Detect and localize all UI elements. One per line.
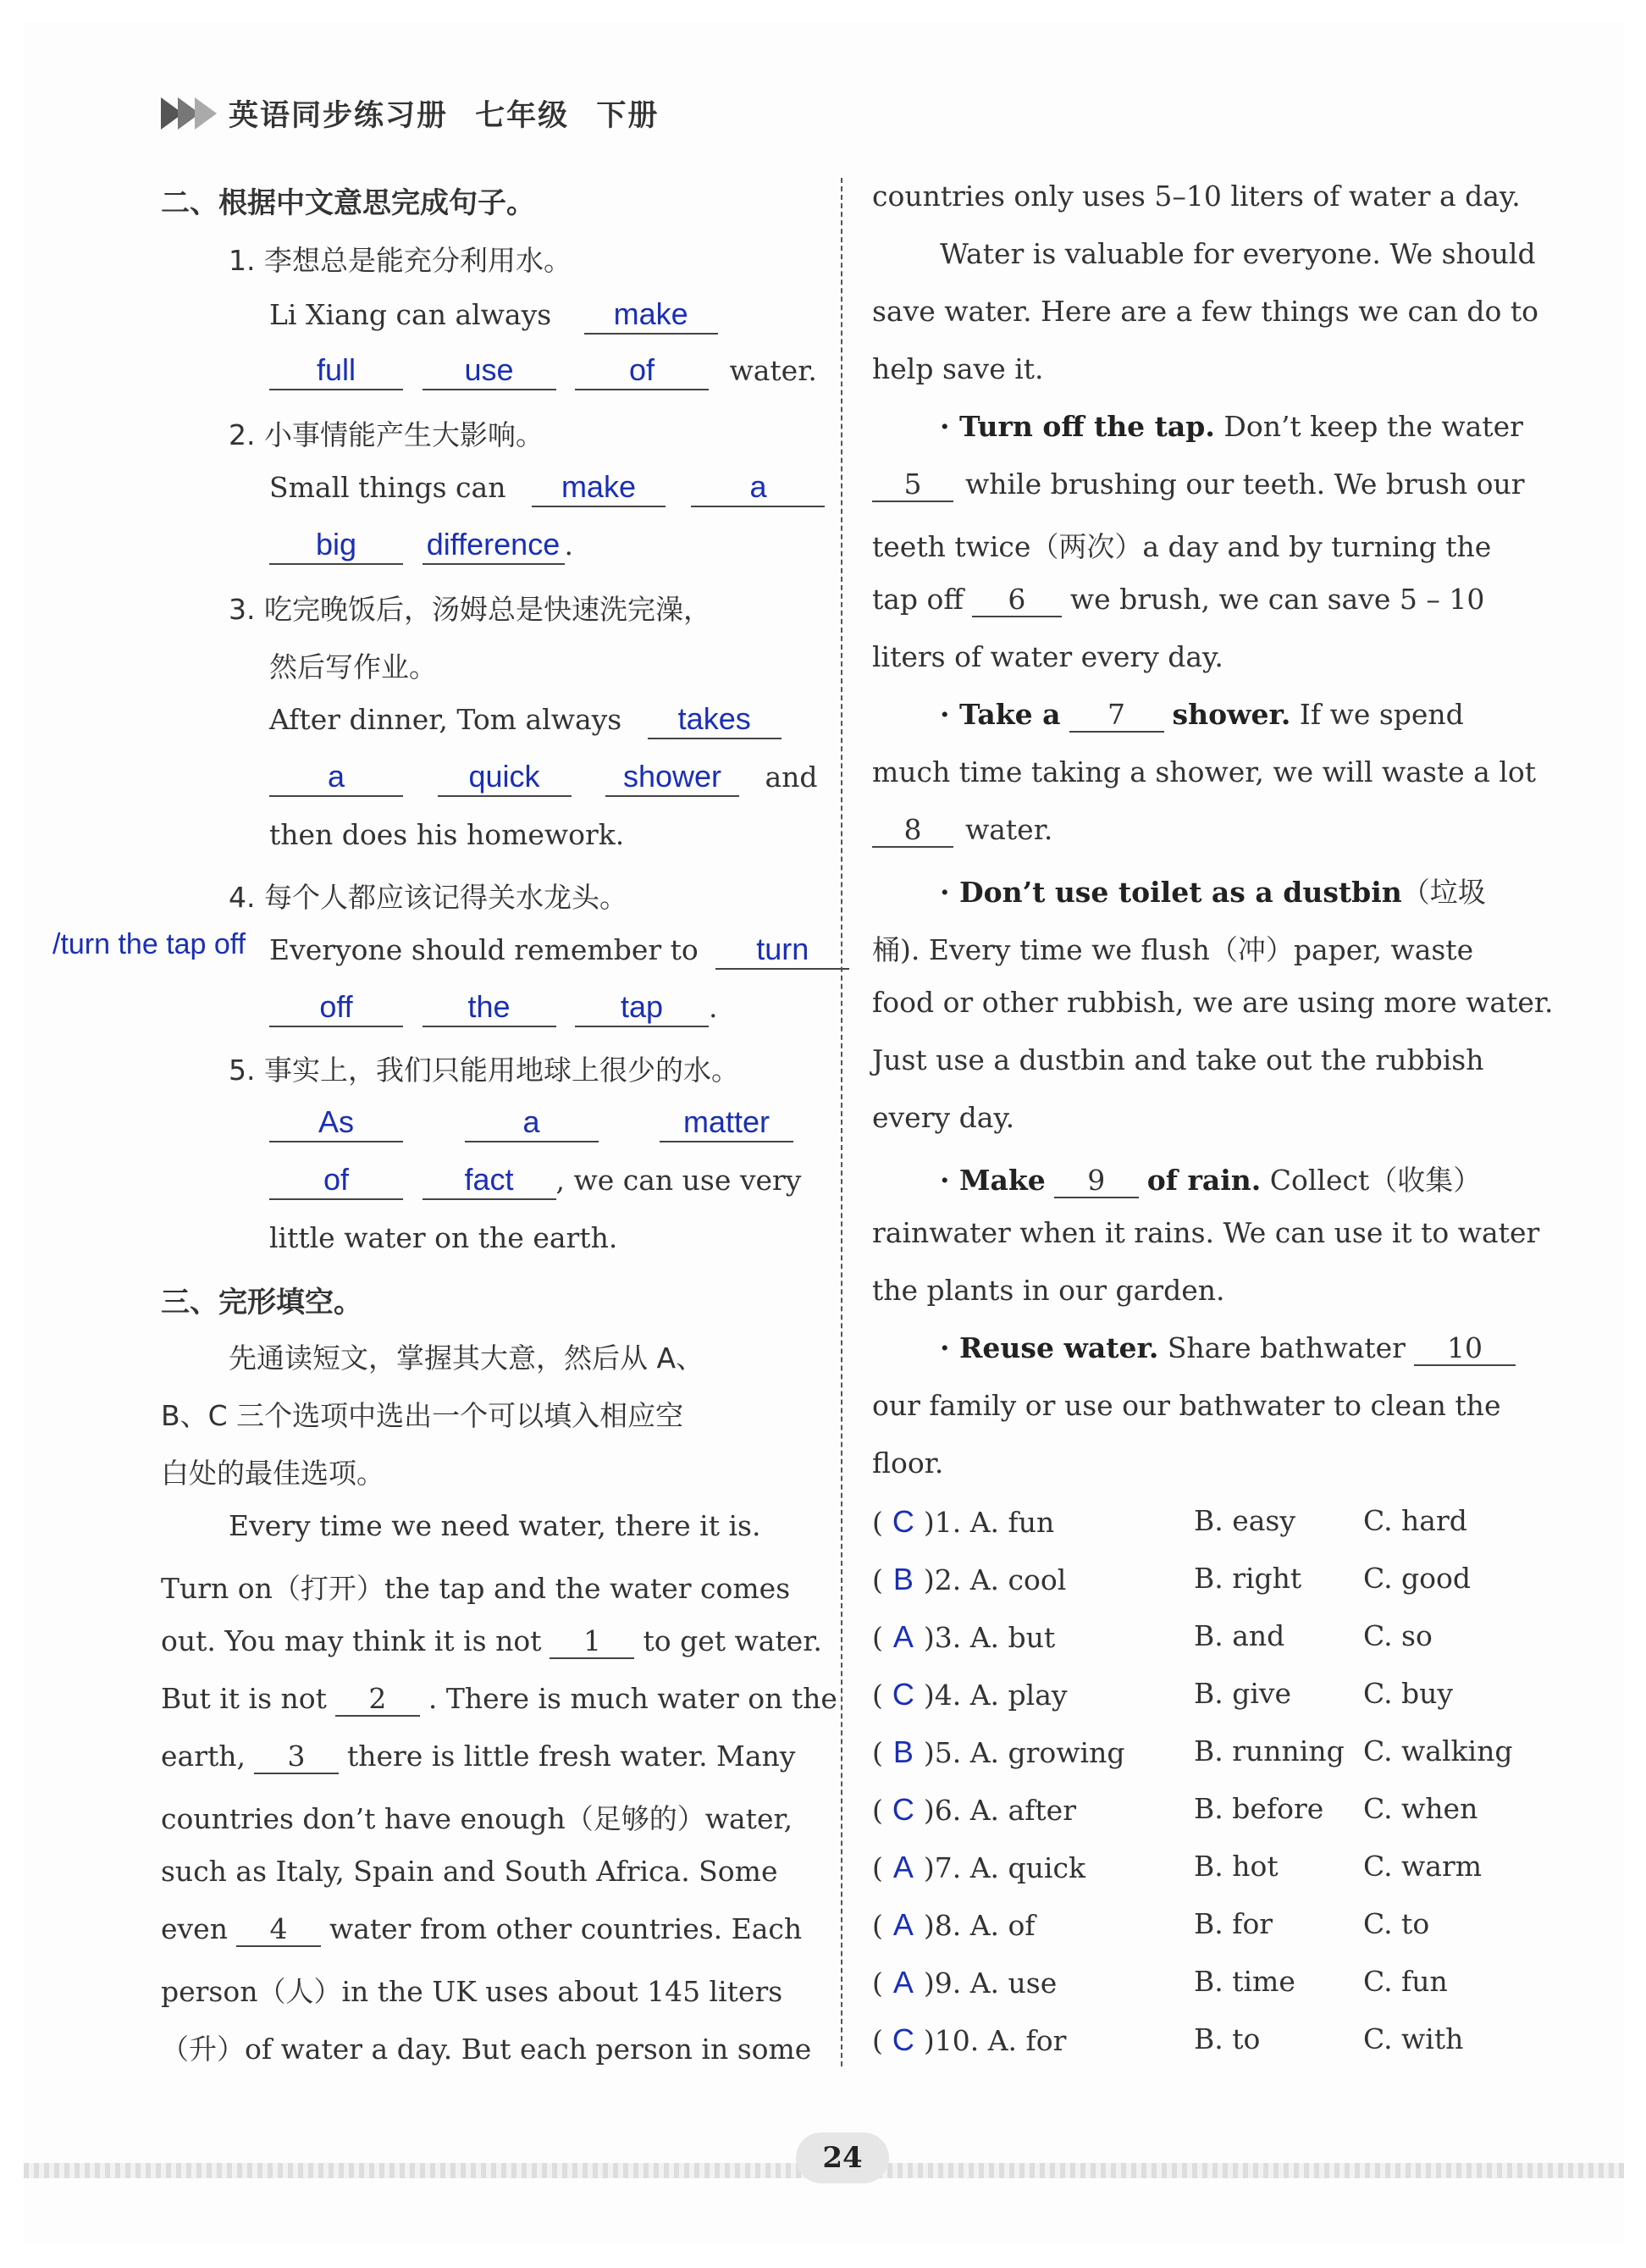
q5-answer2: a [522, 1104, 540, 1139]
passage-text: Don’t keep the water [1214, 410, 1523, 443]
passage-left-line [161, 1682, 837, 1717]
choice-option-a: )9. A. use [923, 1967, 1058, 2000]
choice-row [872, 1965, 1057, 2000]
choice-option-c: C. walking [1363, 1734, 1513, 1767]
passage-text: water. [965, 813, 1053, 846]
q5-blank4[interactable] [269, 1164, 403, 1200]
q5-answer3: matter [682, 1104, 771, 1139]
q5-post: , we can use very [555, 1164, 802, 1197]
choice-option-a: )6. A. after [923, 1794, 1076, 1827]
choice-answer[interactable]: B [892, 1734, 914, 1769]
q1-blank2[interactable] [269, 352, 403, 390]
q5-blank5[interactable] [423, 1164, 556, 1200]
choice-row [872, 1792, 1076, 1828]
tip-heading: · Turn off the tap. [940, 410, 1215, 443]
q4-pre: Everyone should remember to [269, 933, 699, 966]
passage-right-line: help save it. [872, 352, 1044, 385]
passage-right-line [872, 583, 1484, 617]
q3-pre: After dinner, Tom always [269, 703, 622, 736]
cloze-blank-8[interactable]: 8 [872, 813, 953, 848]
section2-title: 二、根据中文意思完成句子。 [161, 186, 535, 220]
q4-blank2[interactable] [269, 989, 403, 1027]
tip-heading: · Reuse water. [940, 1331, 1159, 1364]
q1-post: water. [729, 354, 817, 387]
q5-answer1: As [318, 1104, 354, 1139]
answer-paren: ( [872, 1736, 883, 1769]
choice-answer[interactable]: A [892, 1850, 914, 1884]
choice-row [872, 2022, 1066, 2058]
passage-left-line: Every time we need water, there it is. [229, 1509, 761, 1542]
passage-left-line: Turn on（打开）the tap and the water comes [161, 1572, 791, 1605]
passage-right-line: Just use a dustbin and take out the rubbish [872, 1043, 1484, 1076]
passage-right-line: floor. [872, 1447, 944, 1480]
q3-answer2: a [327, 759, 345, 794]
passage-text: out. You may think it is not [161, 1624, 542, 1657]
q1-line2 [269, 354, 817, 390]
q3-line1 [269, 703, 782, 739]
passage-right-line: 桶). Every time we flush（冲）paper, waste [872, 933, 1474, 966]
page-header [161, 88, 659, 139]
passage-text: while brushing our teeth. We brush our [965, 467, 1525, 501]
q5-blank3[interactable] [660, 1104, 793, 1142]
choice-answer[interactable]: A [892, 1965, 914, 2000]
choice-option-a: )4. A. play [923, 1679, 1068, 1712]
q2-blank2[interactable] [691, 469, 825, 507]
choice-option-c: C. with [1363, 2022, 1464, 2055]
passage-text: tap off [872, 583, 964, 616]
q3-blank1[interactable] [648, 701, 782, 739]
cloze-blank-6[interactable]: 6 [972, 583, 1062, 617]
choice-option-b: B. to [1194, 2022, 1261, 2055]
tip-heading: shower. [1172, 698, 1291, 731]
choice-option-c: C. buy [1363, 1677, 1454, 1710]
q1-answer1: make [613, 296, 688, 331]
choice-answer[interactable]: C [892, 1792, 914, 1827]
answer-paren: ( [872, 2024, 883, 2057]
passage-text: even [161, 1912, 228, 1945]
q1-blank1[interactable] [584, 296, 718, 335]
passage-right-line [940, 871, 1486, 910]
q2-line1 [269, 471, 825, 507]
passage-right-line: save water. Here are a few things we can do to [872, 295, 1538, 328]
cloze-blank-4[interactable]: 4 [236, 1912, 321, 1947]
section3-intro2: B、C 三个选项中选出一个可以填入相应空 [161, 1399, 684, 1432]
passage-text: If we spend [1290, 698, 1464, 731]
q2-blank3[interactable] [269, 529, 403, 565]
choice-option-b: B. time [1194, 1965, 1295, 1998]
choice-answer[interactable]: C [892, 1677, 914, 1712]
answer-paren: ( [872, 1967, 883, 2000]
passage-right-line: every day. [872, 1101, 1015, 1134]
answer-paren: ( [872, 1506, 883, 1539]
q3-blank2[interactable] [269, 761, 403, 797]
choice-row [872, 1619, 1055, 1655]
choice-option-b: B. hot [1194, 1850, 1279, 1883]
choice-answer[interactable]: C [892, 2022, 914, 2057]
answer-paren: ( [872, 1563, 883, 1596]
q5-blank1[interactable] [269, 1104, 403, 1142]
q4-post: . [709, 991, 718, 1024]
choice-option-b: B. before [1194, 1792, 1324, 1825]
cloze-blank-5[interactable]: 5 [872, 467, 953, 502]
passage-text: Collect（收集） [1261, 1164, 1482, 1197]
cloze-blank-10[interactable]: 10 [1414, 1331, 1516, 1366]
q4-answer4: tap [620, 989, 664, 1024]
choice-option-b: B. running [1194, 1734, 1345, 1767]
passage-text: Share bathwater [1158, 1331, 1406, 1364]
q2-answer2: a [749, 469, 767, 504]
q1-blank4[interactable] [575, 352, 709, 390]
q3-blank4[interactable] [605, 761, 739, 797]
choice-option-b: B. right [1194, 1562, 1302, 1595]
passage-text: to get water. [643, 1624, 822, 1657]
choice-option-b: B. give [1194, 1677, 1292, 1710]
passage-text: we brush, we can save 5 – 10 [1069, 583, 1485, 616]
choice-option-b: B. easy [1194, 1504, 1296, 1537]
choice-row [872, 1907, 1036, 1943]
cloze-blank-7[interactable]: 7 [1069, 698, 1164, 733]
q1-answer3: use [464, 352, 514, 387]
q5-end: little water on the earth. [269, 1221, 618, 1254]
q4-answer2: off [319, 989, 353, 1024]
q1-pre: Li Xiang can always [269, 298, 552, 331]
passage-text: there is little fresh water. Many [346, 1740, 796, 1773]
q1-answer2: full [316, 352, 356, 387]
passage-right-line [872, 467, 1525, 502]
passage-left-line: countries don’t have enough（足够的）water, [161, 1802, 793, 1835]
q1-answer4: of [628, 352, 655, 387]
passage-right-line: food or other rubbish, we are using more water. [872, 986, 1554, 1019]
choice-option-a: )8. A. of [923, 1909, 1036, 1942]
q4-blank4[interactable] [575, 989, 709, 1027]
choice-row [872, 1562, 1066, 1597]
choice-option-c: C. hard [1363, 1504, 1467, 1537]
choice-option-c: C. to [1363, 1907, 1430, 1940]
choice-option-a: )10. A. for [923, 2024, 1067, 2057]
choice-row [872, 1734, 1124, 1770]
choice-option-b: B. for [1194, 1907, 1273, 1940]
passage-right-line [940, 1159, 1481, 1198]
answer-paren: ( [872, 1679, 883, 1712]
q4-blank3[interactable] [423, 989, 556, 1027]
choice-row [872, 1850, 1085, 1885]
choice-option-c: C. fun [1363, 1965, 1448, 1998]
choice-answer[interactable]: B [892, 1562, 914, 1596]
q2-post: . [564, 528, 573, 561]
tip-heading: · Take a [940, 698, 1061, 731]
q3-end: then does his homework. [269, 818, 625, 851]
choice-option-a: )1. A. fun [923, 1506, 1055, 1539]
passage-right-line: Water is valuable for everyone. We should [940, 237, 1536, 270]
passage-left-line [161, 1740, 795, 1774]
choice-answer[interactable]: A [892, 1907, 914, 1942]
passage-right-line [940, 410, 1523, 443]
q5-answer5: fact [464, 1162, 514, 1197]
passage-right-line: teeth twice（两次）a day and by turning the [872, 530, 1492, 563]
q5-cn: 5. 事实上，我们只能用地球上很少的水。 [229, 1054, 739, 1087]
passage-right-line [940, 698, 1464, 733]
choice-option-c: C. when [1363, 1792, 1478, 1825]
q3-cn2: 然后写作业。 [269, 650, 437, 683]
passage-text: But it is not [161, 1682, 327, 1715]
q2-blank4[interactable] [423, 529, 565, 565]
q2-line2 [269, 528, 573, 565]
q4-blank1[interactable] [715, 934, 849, 970]
q4-line2 [269, 991, 718, 1027]
answer-paren: ( [872, 1794, 883, 1827]
q3-answer1: takes [677, 701, 751, 736]
q1-line1 [269, 298, 718, 335]
q2-answer3: big [315, 527, 357, 561]
q3-blank3[interactable] [438, 761, 572, 797]
passage-right-line: rainwater when it rains. We can use it to water [872, 1216, 1540, 1249]
q4-answer3: the [467, 989, 511, 1024]
tip-heading: · Make [940, 1164, 1046, 1197]
q4-line1 [269, 933, 849, 970]
q2-blank1[interactable] [532, 469, 666, 507]
choice-option-c: C. warm [1363, 1850, 1483, 1883]
page-number: 24 [796, 2132, 889, 2183]
q5-blank2[interactable] [465, 1104, 599, 1142]
header-title: 英语同步练习册 七年级 下册 [229, 99, 660, 133]
passage-left-line [161, 1912, 802, 1947]
q2-cn: 2. 小事情能产生大影响。 [229, 418, 544, 451]
passage-text: . There is much water on the [428, 1682, 837, 1715]
choice-option-a: )5. A. growing [923, 1736, 1125, 1769]
tip-heading: of rain. [1146, 1164, 1262, 1197]
arrows-icon [161, 97, 212, 130]
passage-right-line [872, 813, 1052, 848]
section3-intro3: 白处的最佳选项。 [161, 1457, 384, 1490]
cloze-blank-9[interactable]: 9 [1054, 1164, 1139, 1198]
q5-line2 [269, 1164, 801, 1200]
passage-right-line: countries only uses 5–10 liters of water a day. [872, 180, 1521, 213]
cloze-blank-1[interactable]: 1 [550, 1624, 634, 1659]
q2-answer4: difference [426, 527, 561, 561]
cloze-blank-2[interactable]: 2 [335, 1682, 420, 1717]
q3-post: and [765, 761, 818, 794]
choice-option-b: B. and [1194, 1619, 1285, 1652]
tip-heading: · Don’t use toilet as a dustbin [940, 876, 1402, 909]
passage-left-line: person（人）in the UK uses about 145 liters [161, 1975, 783, 2008]
passage-right-line: liters of water every day. [872, 640, 1223, 673]
q2-pre: Small things can [269, 471, 506, 504]
q2-answer1: make [561, 469, 636, 504]
choice-row [872, 1677, 1068, 1712]
cloze-blank-3[interactable]: 3 [254, 1740, 339, 1774]
q4-side-note: /turn the tap off [52, 928, 246, 960]
q5-answer4: of [323, 1162, 350, 1197]
q3-cn1: 3. 吃完晚饭后，汤姆总是快速洗完澡， [229, 593, 711, 626]
section3-intro1: 先通读短文，掌握其大意，然后从 A、 [229, 1341, 704, 1375]
choice-row [872, 1504, 1054, 1540]
choice-option-c: C. so [1363, 1619, 1433, 1652]
q3-answer3: quick [468, 759, 540, 794]
answer-paren: ( [872, 1851, 883, 1884]
passage-left-line: such as Italy, Spain and South Africa. Some [161, 1855, 778, 1888]
passage-text: earth, [161, 1740, 246, 1773]
q1-blank3[interactable] [423, 352, 556, 390]
choice-option-a: )2. A. cool [923, 1563, 1067, 1596]
choice-answer[interactable]: A [892, 1619, 914, 1654]
q4-answer1: turn [756, 932, 809, 966]
passage-left-line: （升）of water a day. But each person in some [161, 2033, 812, 2066]
choice-option-a: )3. A. but [923, 1621, 1056, 1654]
passage-right-line [940, 1331, 1524, 1366]
choice-option-a: )7. A. quick [923, 1851, 1085, 1884]
passage-right-line: much time taking a shower, we will waste a lot [872, 755, 1537, 788]
q3-line2 [269, 761, 818, 797]
passage-text: （垃圾 [1401, 876, 1486, 909]
passage-text: water from other countries. Each [329, 1912, 803, 1945]
passage-right-line: our family or use our bathwater to clean the [872, 1389, 1501, 1422]
q3-answer4: shower [622, 759, 722, 794]
choice-option-c: C. good [1363, 1562, 1472, 1595]
passage-right-line: the plants in our garden. [872, 1274, 1225, 1307]
answer-paren: ( [872, 1909, 883, 1942]
answer-paren: ( [872, 1621, 883, 1654]
passage-left-line [161, 1624, 822, 1659]
q1-cn: 1. 李想总是能充分利用水。 [229, 244, 572, 277]
section3-title: 三、完形填空。 [161, 1286, 362, 1319]
q5-line1 [269, 1106, 793, 1142]
column-divider [841, 178, 842, 2066]
choice-answer[interactable]: C [892, 1504, 914, 1539]
q4-cn: 4. 每个人都应该记得关水龙头。 [229, 881, 627, 914]
